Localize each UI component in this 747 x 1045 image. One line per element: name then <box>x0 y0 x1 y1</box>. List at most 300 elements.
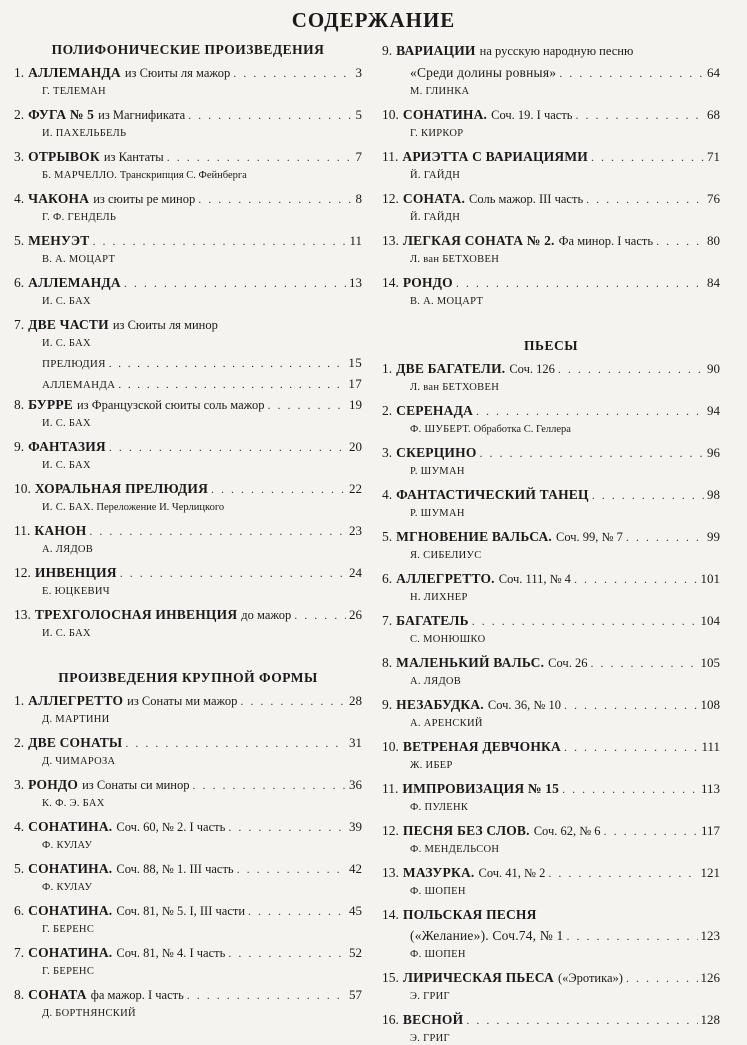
composer-name: Л. ван БЕТХОВЕН <box>410 382 500 393</box>
entry-line <box>382 486 720 504</box>
dot-leader <box>558 361 704 378</box>
entry-line <box>382 190 720 208</box>
composer-name: Е. ЮЦКЕВИЧ <box>42 586 110 597</box>
toc-entry <box>14 606 362 640</box>
toc-entry <box>14 902 362 936</box>
composer-name: И. С. БАХ. Переложение И. Черлицкого <box>42 502 225 513</box>
dot-leader <box>456 275 704 292</box>
entry-number: 3. <box>14 777 25 792</box>
page-number: 101 <box>700 571 720 586</box>
entry-title: ПЕСНЯ БЕЗ СЛОВ. <box>402 823 530 838</box>
entry-title: АЛЛЕМАНДА <box>28 65 121 80</box>
page-number: 7 <box>355 149 362 164</box>
entry-line <box>14 106 362 124</box>
composer-name: Я. СИБЕЛИУС <box>410 550 482 561</box>
entry-line <box>382 696 720 714</box>
page-number: 98 <box>707 487 720 502</box>
dot-leader <box>591 149 704 166</box>
dot-leader <box>267 397 346 414</box>
entry-title: МАЗУРКА. <box>402 865 475 880</box>
composer-name: Г. БЕРЕНС <box>42 966 95 977</box>
entry-subtitle: из Сюиты ля мажор <box>124 66 231 80</box>
toc-entry <box>382 444 720 478</box>
page-number: 22 <box>349 481 362 496</box>
page-number: 20 <box>349 439 362 454</box>
entry-subtitle: фа мажор. I часть <box>90 988 184 1002</box>
composer-name: С. МОНЮШКО <box>410 634 486 645</box>
composer-name: Б. МАРЧЕЛЛО. Транскрипция С. Фейнберга <box>42 170 247 181</box>
toc-entry <box>382 864 720 898</box>
toc-entry <box>382 402 720 436</box>
entry-line <box>14 64 362 82</box>
entry-number: 12. <box>14 565 31 580</box>
page-number: 90 <box>707 361 720 376</box>
entry-line <box>382 232 720 250</box>
toc-entry <box>14 692 362 726</box>
toc-entry <box>382 528 720 562</box>
arrangement-note: Переложение И. Черлицкого <box>93 502 225 513</box>
dot-leader <box>109 439 346 456</box>
toc-entry <box>382 570 720 604</box>
section-gap <box>14 648 362 670</box>
composer-name: Г. КИРКОР <box>410 128 464 139</box>
entry-number: 2. <box>14 107 25 122</box>
toc-entry <box>14 232 362 266</box>
entry-subtitle: Соч. 60, № 2. I часть <box>116 820 226 834</box>
dot-leader <box>167 149 353 166</box>
toc-entry <box>382 1011 720 1045</box>
toc-entry <box>382 232 720 266</box>
entry-number: 11. <box>382 149 399 164</box>
composer-name: Э. ГРИГ <box>410 991 450 1002</box>
dot-leader <box>548 865 697 882</box>
entry-number: 9. <box>382 43 393 58</box>
page-number: 11 <box>349 233 362 248</box>
entry-number: 3. <box>382 445 393 460</box>
entry-title: РОНДО <box>402 275 453 290</box>
page-number: 23 <box>349 523 362 538</box>
entry-subtitle: Соч. 99, № 7 <box>556 530 623 544</box>
entry-line <box>14 692 362 710</box>
entry-title: МГНОВЕНИЕ ВАЛЬСА. <box>396 529 552 544</box>
toc-entry <box>14 438 362 472</box>
page-number: 39 <box>349 819 362 834</box>
sub-entry-title: АЛЛЕМАНДА <box>42 379 116 391</box>
dot-leader <box>211 481 346 498</box>
toc-entry <box>382 148 720 182</box>
page-title: СОДЕРЖАНИЕ <box>291 8 456 32</box>
entry-line <box>382 1011 720 1029</box>
composer-name: В. А. МОЦАРТ <box>42 254 116 265</box>
entry-title: ЧАКОНА <box>28 191 90 206</box>
entry-title: РОНДО <box>28 777 79 792</box>
toc-entry <box>382 654 720 688</box>
entry-number: 12. <box>382 191 399 206</box>
composer-name: Ф. ШУБЕРТ. Обработка С. Геллера <box>410 424 571 435</box>
entry-line <box>14 190 362 208</box>
composer-name: Г. БЕРЕНС <box>42 924 95 935</box>
composer-name: Р. ШУМАН <box>410 508 465 519</box>
entry-subtitle: из Сюиты ля минор <box>112 318 218 332</box>
entry-line <box>14 734 362 752</box>
section-heading: ПОЛИФОНИЧЕСКИЕ ПРОИЗВЕДЕНИЯ <box>51 42 325 57</box>
entry-number: 5. <box>14 861 25 876</box>
entry-number: 16. <box>382 1012 399 1027</box>
toc-entry <box>14 480 362 514</box>
page-number: 126 <box>700 970 720 985</box>
entry-title: АЛЛЕМАНДА <box>28 275 121 290</box>
entry-title: АЛЛЕГРЕТТО <box>28 693 124 708</box>
page-number: 113 <box>700 781 720 796</box>
entry-title: АЛЛЕГРЕТТО. <box>396 571 495 586</box>
page-number: 28 <box>349 693 362 708</box>
entry-subtitle: из Кантаты <box>103 150 164 164</box>
toc-entry <box>14 148 362 182</box>
entry-line <box>14 818 362 836</box>
entry-subtitle: Соч. 26 <box>548 656 588 670</box>
entry-number: 14. <box>382 275 399 290</box>
toc-entry <box>14 818 362 852</box>
toc-entry <box>382 969 720 1003</box>
entry-title: СОНАТИНА. <box>28 819 113 834</box>
entry-title: ХОРАЛЬНАЯ ПРЕЛЮДИЯ <box>34 481 209 496</box>
composer-name: А. ЛЯДОВ <box>42 544 94 555</box>
entry-line <box>14 986 362 1004</box>
toc-entry <box>14 734 362 768</box>
entry-line <box>382 106 720 124</box>
entry-number: 2. <box>14 735 25 750</box>
page-number: 128 <box>700 1012 720 1027</box>
page-number: 123 <box>700 928 720 943</box>
entry-number: 7. <box>14 945 25 960</box>
dot-leader <box>294 607 346 624</box>
toc-entry <box>14 396 362 430</box>
toc-entry <box>382 780 720 814</box>
entry-line <box>382 654 720 672</box>
entry-subtitle: на русскую народную песню <box>479 44 634 58</box>
composer-name: Ж. ИБЕР <box>410 760 453 771</box>
entry-subtitle: Соль мажор. III часть <box>469 192 584 206</box>
entry-subtitle: Соч. 81, № 5. I, III части <box>116 904 246 918</box>
entry-title: ДВЕ СОНАТЫ <box>28 735 123 750</box>
entry-title: ОТРЫВОК <box>28 149 100 164</box>
composer-name: И. С. БАХ <box>42 460 91 471</box>
entry-title: ФАНТАЗИЯ <box>28 439 106 454</box>
composer-name: И. С. БАХ <box>42 296 91 307</box>
page-number: 99 <box>707 529 720 544</box>
entry-title: СОНАТИНА. <box>28 945 113 960</box>
composer-name: А. ЛЯДОВ <box>410 676 462 687</box>
entry-title: СОНАТИНА. <box>28 903 113 918</box>
toc-entry <box>14 860 362 894</box>
page-number: 121 <box>700 865 720 880</box>
toc-entry <box>14 776 362 810</box>
entry-subtitle: Соч. 126 <box>509 362 555 376</box>
dot-leader <box>193 777 347 794</box>
toc-entry <box>14 944 362 978</box>
entry-number: 13. <box>382 233 399 248</box>
entry-line <box>14 606 362 624</box>
composer-name: И. С. БАХ <box>42 338 91 349</box>
entry-number: 9. <box>14 439 25 454</box>
entry-title: ПОЛЬСКАЯ ПЕСНЯ <box>402 907 537 922</box>
entry-title: СОНАТИНА. <box>402 107 488 122</box>
entry-line <box>14 860 362 878</box>
entry-number: 3. <box>14 149 25 164</box>
toc-right-column <box>382 42 720 1045</box>
dot-leader <box>248 903 346 920</box>
entry-number: 7. <box>14 317 25 332</box>
entry-subtitle: Соч. 111, № 4 <box>498 572 571 586</box>
dot-leader <box>118 378 345 392</box>
entry-line <box>382 969 720 987</box>
dot-leader <box>228 945 346 962</box>
entry-line <box>382 612 720 630</box>
entry-number: 13. <box>14 607 31 622</box>
composer-name: Ф. ШОПЕН <box>410 949 466 960</box>
entry-line <box>382 780 720 798</box>
entry-subtitle: из Магнификата <box>98 108 186 122</box>
dot-leader <box>187 987 346 1004</box>
entry-title: СОНАТИНА. <box>28 861 113 876</box>
composer-name: К. Ф. Э. БАХ <box>42 798 105 809</box>
composer-name: А. АРЕНСКИЙ <box>410 718 483 729</box>
dot-leader <box>228 819 346 836</box>
entry-title: ДВЕ ЧАСТИ <box>28 317 109 332</box>
entry-line <box>14 480 362 498</box>
sub-entry-title: ПРЕЛЮДИЯ <box>42 358 106 370</box>
entry-title: СКЕРЦИНО <box>396 445 477 460</box>
composer-name: Г. Ф. ГЕНДЕЛЬ <box>42 212 117 223</box>
entry-line <box>382 570 720 588</box>
arrangement-note: Обработка С. Геллера <box>470 424 571 435</box>
dot-leader <box>92 233 346 250</box>
toc-entry <box>382 42 720 98</box>
arrangement-note: Транскрипция С. Фейнберга <box>117 170 247 181</box>
entry-title: СЕРЕНАДА <box>396 403 474 418</box>
entry-number: 6. <box>14 903 25 918</box>
entry-line <box>14 316 362 334</box>
composer-name: Й. ГАЙДН <box>410 212 461 223</box>
page-number: 42 <box>349 861 362 876</box>
composer-name: Й. ГАЙДН <box>410 170 461 181</box>
composer-name: Ф. ПУЛЕНК <box>410 802 469 813</box>
dot-leader <box>566 928 697 945</box>
entry-number: 11. <box>14 523 31 538</box>
entry-title: СОНАТА. <box>402 191 466 206</box>
entry-title: АРИЭТТА С ВАРИАЦИЯМИ <box>402 149 589 164</box>
entry-title: ЛИРИЧЕСКАЯ ПЬЕСА <box>402 970 554 985</box>
entry-number: 10. <box>382 107 399 122</box>
page-number: 15 <box>348 355 362 370</box>
entry-number: 13. <box>382 865 399 880</box>
entry-number: 9. <box>382 697 393 712</box>
entry-number: 5. <box>382 529 393 544</box>
entry-line <box>14 776 362 794</box>
dot-leader <box>604 823 698 840</box>
page-number: 31 <box>349 735 362 750</box>
page-number: 76 <box>707 191 720 206</box>
toc-entry <box>382 696 720 730</box>
entry-line <box>382 738 720 756</box>
entry-title: ВЕСНОЙ <box>402 1012 464 1027</box>
entry-number: 10. <box>14 481 31 496</box>
entry-number: 15. <box>382 970 399 985</box>
page-number: 8 <box>355 191 362 206</box>
entry-title: МАЛЕНЬКИЙ ВАЛЬС. <box>396 655 545 670</box>
entry-line <box>382 822 720 840</box>
page-number: 13 <box>349 275 362 290</box>
dot-leader <box>188 107 352 124</box>
composer-name: Ф. МЕНДЕЛЬСОН <box>410 844 500 855</box>
dot-leader <box>576 107 704 124</box>
entry-number: 4. <box>382 487 393 502</box>
composer-name: Л. ван БЕТХОВЕН <box>410 254 500 265</box>
dot-leader <box>472 613 698 630</box>
entry-number: 1. <box>14 65 25 80</box>
page-number: 111 <box>701 739 720 754</box>
section-heading: ПРОИЗВЕДЕНИЯ КРУПНОЙ ФОРМЫ <box>58 670 318 685</box>
entry-subtitle: до мажор <box>241 608 292 622</box>
page-number: 80 <box>707 233 720 248</box>
dot-leader <box>564 697 698 714</box>
page-number: 84 <box>707 275 720 290</box>
page-number: 57 <box>349 987 362 1002</box>
composer-name: Ф. КУЛАУ <box>42 882 93 893</box>
toc-entry <box>382 486 720 520</box>
dot-leader <box>656 233 704 250</box>
entry-line <box>382 402 720 420</box>
page-number: 52 <box>349 945 362 960</box>
dot-leader <box>237 861 346 878</box>
entry-title: ВЕТРЕНАЯ ДЕВЧОНКА <box>402 739 561 754</box>
page-number: 3 <box>355 65 362 80</box>
entry-number: 6. <box>382 571 393 586</box>
section-gap <box>382 316 720 338</box>
entry-line <box>382 444 720 462</box>
entry-title: ФАНТАСТИЧЕСКИЙ ТАНЕЦ <box>396 487 589 502</box>
page-number: 5 <box>355 107 362 122</box>
entry-number: 2. <box>382 403 393 418</box>
toc-entry <box>382 612 720 646</box>
entry-title: БАГАТЕЛЬ <box>396 613 469 628</box>
page-number: 36 <box>349 777 362 792</box>
dot-leader <box>233 65 352 82</box>
entry-line <box>14 944 362 962</box>
entry-number: 6. <box>14 275 25 290</box>
entry-title: СОНАТА <box>28 987 87 1002</box>
page-number: 64 <box>707 65 720 80</box>
toc-entry <box>14 274 362 308</box>
composer-name: М. ГЛИНКА <box>410 86 470 97</box>
dot-leader <box>592 487 704 504</box>
composer-name: Д. БОРТНЯНСКИЙ <box>42 1008 136 1019</box>
entry-number: 11. <box>382 781 399 796</box>
page-number: 105 <box>700 655 720 670</box>
entry-number: 4. <box>14 191 25 206</box>
composer-name: Д. МАРТИНИ <box>42 714 110 725</box>
entry-title: ВАРИАЦИИ <box>396 43 476 58</box>
entry-subtitle: Соч. 41, № 2 <box>478 866 546 880</box>
toc-entry <box>382 822 720 856</box>
entry-number: 4. <box>14 819 25 834</box>
section-heading: ПЬЕСЫ <box>524 338 578 353</box>
toc-entry <box>382 190 720 224</box>
toc-entry <box>14 986 362 1020</box>
dot-leader <box>240 693 346 710</box>
sub-entry <box>14 356 362 371</box>
entry-subtitle: Соч. 19. I часть <box>491 108 573 122</box>
dot-leader <box>559 65 704 82</box>
toc-entry <box>382 738 720 772</box>
toc-entry <box>382 906 720 961</box>
entry-line <box>382 64 720 82</box>
dot-leader <box>124 275 346 292</box>
entry-line <box>382 42 720 60</box>
dot-leader <box>466 1012 697 1029</box>
entry-subtitle: из сюиты ре минор <box>93 192 196 206</box>
dot-leader <box>109 357 346 371</box>
dot-leader <box>89 523 346 540</box>
entry-line <box>382 864 720 882</box>
composer-name: Ф. ШОПЕН <box>410 886 466 897</box>
entry-subtitle: из Французской сюиты соль мажор <box>76 398 265 412</box>
composer-name: В. А. МОЦАРТ <box>410 296 484 307</box>
page-number: 17 <box>348 376 362 391</box>
entry-subtitle: Соч. 62, № 6 <box>533 824 601 838</box>
entry-line <box>14 438 362 456</box>
dot-leader <box>626 529 704 546</box>
entry-line <box>382 274 720 292</box>
entry-number: 7. <box>382 613 393 628</box>
toc-entry <box>382 106 720 140</box>
entry-title: («Желание»). Соч.74, № 1 <box>410 928 564 943</box>
composer-name: Д. ЧИМАРОЗА <box>42 756 116 767</box>
dot-leader <box>198 191 352 208</box>
entry-subtitle: из Сонаты си минор <box>82 778 190 792</box>
dot-leader <box>626 970 698 987</box>
entry-subtitle: Соч. 81, № 4. I часть <box>116 946 226 960</box>
dot-leader <box>590 655 697 672</box>
entry-line <box>14 902 362 920</box>
entry-number: 10. <box>382 739 399 754</box>
entry-title: «Среди долины ровныя» <box>410 65 557 80</box>
entry-line <box>14 274 362 292</box>
page-number: 104 <box>700 613 720 628</box>
entry-number: 8. <box>14 987 25 1002</box>
entry-title: ДВЕ БАГАТЕЛИ. <box>396 361 506 376</box>
entry-line <box>14 522 362 540</box>
toc-entry <box>382 360 720 394</box>
entry-title: МЕНУЭТ <box>28 233 90 248</box>
toc-entry <box>14 106 362 140</box>
dot-leader <box>586 191 704 208</box>
dot-leader <box>574 571 698 588</box>
toc-entry <box>14 564 362 598</box>
entry-line <box>382 360 720 378</box>
entry-line <box>382 148 720 166</box>
toc-entry <box>14 64 362 98</box>
dot-leader <box>125 735 346 752</box>
entry-number: 12. <box>382 823 399 838</box>
composer-name: Н. ЛИХНЕР <box>410 592 468 603</box>
dot-leader <box>480 445 704 462</box>
toc-entry <box>382 274 720 308</box>
composer-name: Э. ГРИГ <box>410 1033 450 1044</box>
entry-subtitle: («Эротика») <box>557 971 623 985</box>
page-number: 45 <box>349 903 362 918</box>
entry-number: 8. <box>14 397 25 412</box>
